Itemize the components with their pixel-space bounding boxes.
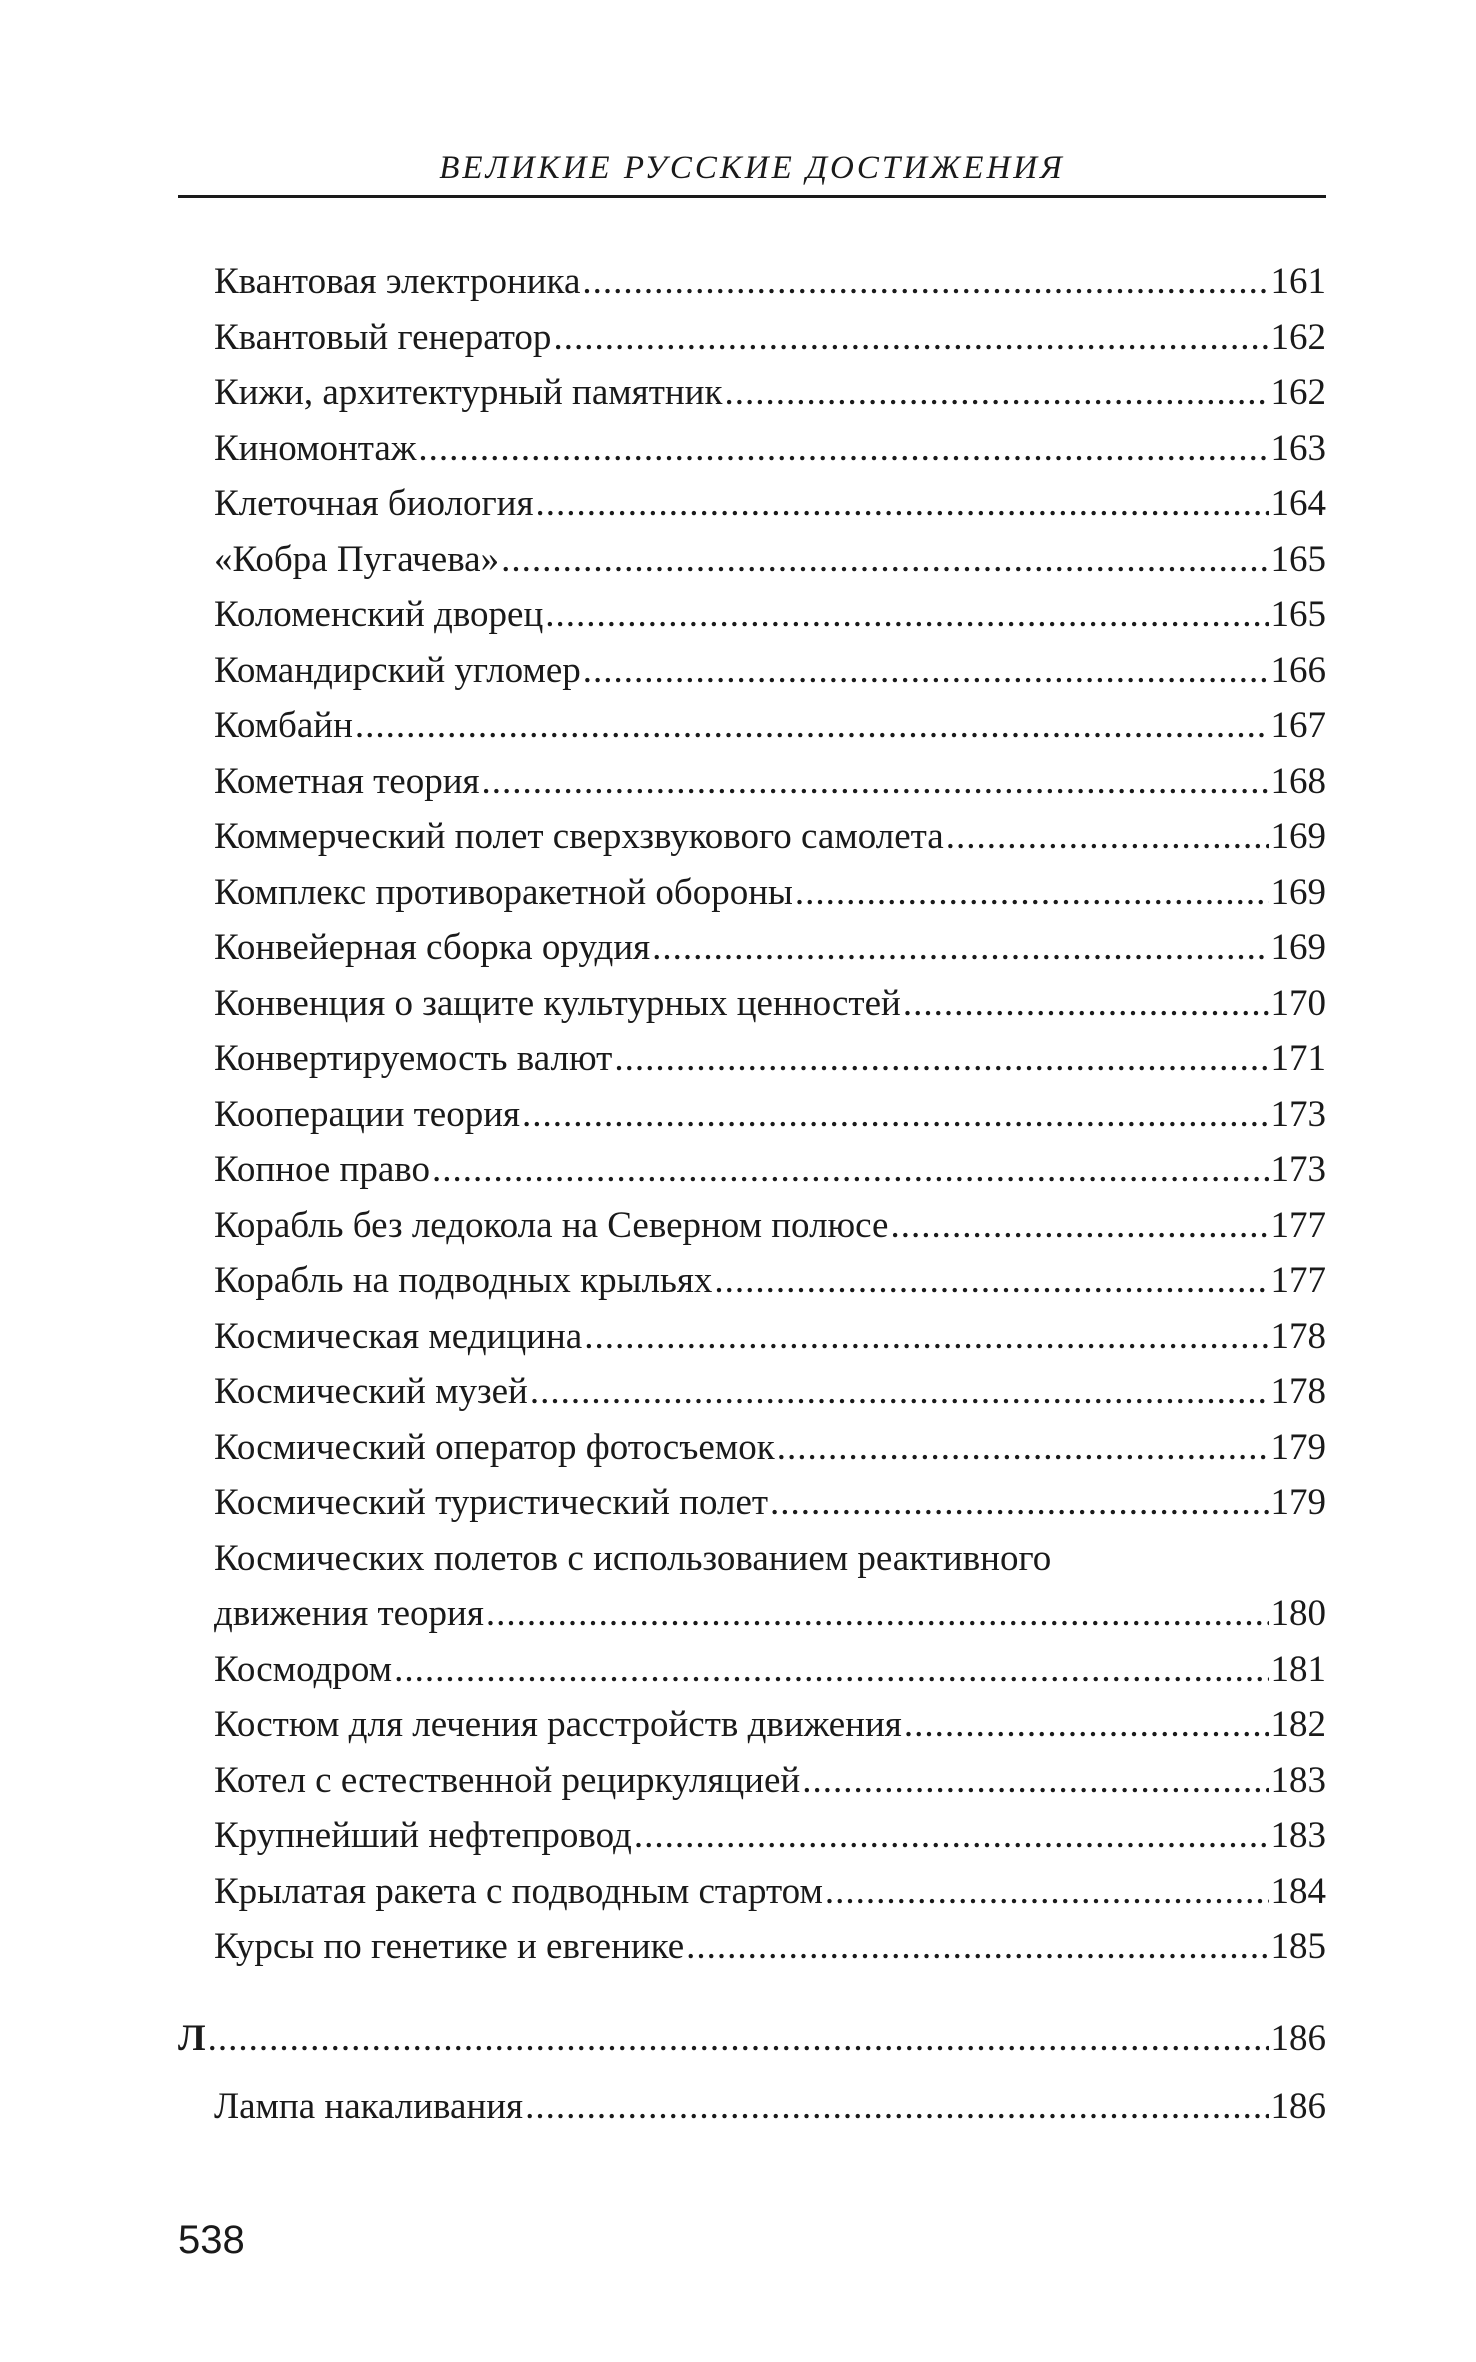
toc-entry-title: Курсы по генетике и евгенике (214, 1926, 685, 1967)
dot-leader (802, 1753, 1268, 1809)
toc-entry (178, 754, 1326, 810)
toc-entry-title: Кижи, архитектурный памятник (214, 372, 723, 413)
toc-entry-title: Костюм для лечения расстройств движения (214, 1704, 902, 1745)
toc-entry-page: 161 (1270, 261, 1326, 302)
toc-entry (178, 587, 1326, 643)
dot-leader (208, 2011, 1269, 2067)
toc-entry-page: 171 (1270, 1038, 1326, 1079)
toc-entry-page: 169 (1270, 871, 1326, 913)
toc-entry-title: Кооперации теория (214, 1093, 521, 1135)
toc-entry-title: Космический оператор фотосъемок (214, 1426, 775, 1468)
toc-entry-title: Крупнейший нефтепровод (214, 1815, 632, 1856)
toc-entry-page: 168 (1270, 760, 1326, 802)
toc-entry-title: Котел с естественной рециркуляцией (214, 1759, 801, 1801)
toc-entries-k-continued (178, 1642, 1326, 1975)
dot-leader (777, 1420, 1269, 1476)
dot-leader (634, 1808, 1269, 1864)
toc-entry (178, 1864, 1326, 1920)
toc-entry (178, 2079, 1326, 2135)
toc-entry-page: 162 (1270, 316, 1326, 358)
toc-entry-page: 179 (1270, 1482, 1326, 1523)
toc-entry (178, 1364, 1326, 1420)
toc-entry (178, 698, 1326, 754)
dot-leader (432, 1142, 1268, 1198)
dot-leader (904, 1697, 1269, 1753)
toc-entry-title: Космический музей (214, 1371, 528, 1412)
toc-entry-title: Космическая медицина (214, 1315, 583, 1357)
toc-entry (178, 1753, 1326, 1809)
dot-leader (536, 476, 1269, 532)
dot-leader (418, 421, 1268, 477)
toc-entry-page: 185 (1270, 1926, 1326, 1967)
toc-entry-page: 163 (1270, 427, 1326, 469)
toc-entry-page: 183 (1270, 1759, 1326, 1801)
toc-entry-page: 166 (1270, 649, 1326, 691)
toc-entry-title: Корабль без ледокола на Северном полюсе (214, 1204, 889, 1246)
dot-leader (686, 1919, 1268, 1975)
dot-leader (890, 1198, 1268, 1254)
toc-entry-title: Комбайн (214, 705, 353, 746)
toc-entry (178, 920, 1326, 976)
toc-entry-page: 177 (1270, 1260, 1326, 1301)
toc-entry-title: Квантовая электроника (214, 261, 581, 302)
toc-entry-title: Космодром (214, 1648, 393, 1690)
dot-leader (582, 254, 1268, 310)
toc-entry (178, 1808, 1326, 1864)
toc-entry-page: 178 (1270, 1371, 1326, 1412)
toc-entry (178, 254, 1326, 310)
dot-leader (482, 754, 1269, 810)
toc-entry-title: Крылатая ракета с подводным стартом (214, 1870, 823, 1912)
dot-leader (583, 643, 1269, 699)
toc-entry-title: движения теория (214, 1593, 484, 1634)
toc-entry (178, 532, 1326, 588)
toc-entry-title: Кометная теория (214, 760, 480, 802)
table-of-contents (178, 254, 1326, 2135)
toc-entry-title: Космический туристический полет (214, 1482, 769, 1523)
toc-entry-page: 165 (1270, 538, 1326, 580)
toc-entry (178, 1642, 1326, 1698)
dot-leader (903, 976, 1269, 1032)
toc-entry (178, 365, 1326, 421)
toc-entry (178, 809, 1326, 865)
dot-leader (825, 1864, 1269, 1920)
header-rule (178, 195, 1326, 198)
toc-entry-title: «Кобра Пугачева» (214, 538, 500, 580)
dot-leader (501, 532, 1268, 588)
toc-entry-page: 177 (1270, 1204, 1326, 1246)
toc-entry-page: 179 (1270, 1426, 1326, 1468)
dot-leader (522, 1087, 1268, 1143)
page-number: 538 (178, 2218, 245, 2262)
running-header: ВЕЛИКИЕ РУССКИЕ ДОСТИЖЕНИЯ (439, 150, 1065, 186)
dot-leader (946, 809, 1269, 865)
toc-entry (178, 421, 1326, 477)
toc-entry-page: 167 (1270, 705, 1326, 746)
toc-entry-title: Конвенция о защите культурных ценностей (214, 982, 901, 1024)
toc-entry (178, 1253, 1326, 1309)
section-spacer-small (178, 2066, 1326, 2079)
toc-entry (178, 476, 1326, 532)
toc-entry (178, 1919, 1326, 1975)
toc-entries-l (178, 2079, 1326, 2135)
section-spacer (178, 1975, 1326, 2011)
toc-entry-title: Конвейерная сборка орудия (214, 927, 651, 968)
dot-leader (394, 1642, 1268, 1698)
toc-entry-title: Киномонтаж (214, 427, 417, 469)
toc-entry-title: Коммерческий полет сверхзвукового самолета (214, 816, 944, 857)
dot-leader (553, 310, 1268, 366)
toc-section-letter (178, 2011, 1326, 2067)
toc-entry-title: Комплекс противоракетной обороны (214, 871, 793, 913)
toc-entry (178, 1142, 1326, 1198)
toc-entry-title: Коломенский дворец (214, 594, 544, 635)
toc-entry-page: 165 (1270, 594, 1326, 635)
toc-entry-title: Конвертируемость валют (214, 1038, 613, 1079)
toc-entry-page: 186 (1270, 2086, 1326, 2127)
toc-entry-page: 180 (1270, 1593, 1326, 1634)
toc-entry (178, 865, 1326, 921)
toc-entry (178, 976, 1326, 1032)
section-letter-page: 186 (1270, 2017, 1326, 2059)
toc-entry-page: 164 (1270, 483, 1326, 524)
toc-entry-page: 183 (1270, 1815, 1326, 1856)
toc-entry (178, 1087, 1326, 1143)
dot-leader (614, 1031, 1268, 1087)
toc-entry (178, 643, 1326, 699)
toc-entry-page: 178 (1270, 1315, 1326, 1357)
dot-leader (545, 587, 1268, 643)
dot-leader (724, 365, 1268, 421)
toc-entry-page: 169 (1270, 816, 1326, 857)
toc-entry-title: Командирский угломер (214, 649, 581, 691)
toc-entry (178, 1697, 1326, 1753)
toc-entry-page: 173 (1270, 1093, 1326, 1135)
dot-leader (584, 1309, 1268, 1365)
toc-entry-page: 169 (1270, 927, 1326, 968)
toc-entry-multiline-second-line (178, 1586, 1326, 1642)
toc-entries-k (178, 254, 1326, 1531)
dot-leader (525, 2079, 1268, 2135)
toc-entry-page: 184 (1270, 1870, 1326, 1912)
toc-entry (178, 1475, 1326, 1531)
section-letter-title: Л (178, 2017, 206, 2059)
toc-entry-page: 182 (1270, 1704, 1326, 1745)
toc-entry-title: Лампа накаливания (214, 2086, 524, 2127)
dot-leader (530, 1364, 1269, 1420)
toc-entry-title: Квантовый генератор (214, 316, 552, 358)
toc-entry (178, 1198, 1326, 1254)
toc-entry-title: Корабль на подводных крыльях (214, 1260, 713, 1301)
toc-entry (178, 310, 1326, 366)
dot-leader (486, 1586, 1269, 1642)
toc-entry (178, 1309, 1326, 1365)
dot-leader (795, 865, 1269, 921)
toc-entry-page: 170 (1270, 982, 1326, 1024)
dot-leader (355, 698, 1269, 754)
toc-entry-page: 162 (1270, 372, 1326, 413)
toc-entry-multiline-first-line: Космических полетов с использованием реактивного (214, 1537, 1052, 1579)
toc-entry-title: Клеточная биология (214, 483, 534, 524)
toc-entry (178, 1420, 1326, 1476)
toc-entry (178, 1031, 1326, 1087)
dot-leader (714, 1253, 1268, 1309)
toc-entry-page: 181 (1270, 1648, 1326, 1690)
dot-leader (652, 920, 1268, 976)
toc-entry-page: 173 (1270, 1149, 1326, 1190)
dot-leader (770, 1475, 1268, 1531)
toc-entry-title: Копное право (214, 1149, 431, 1190)
